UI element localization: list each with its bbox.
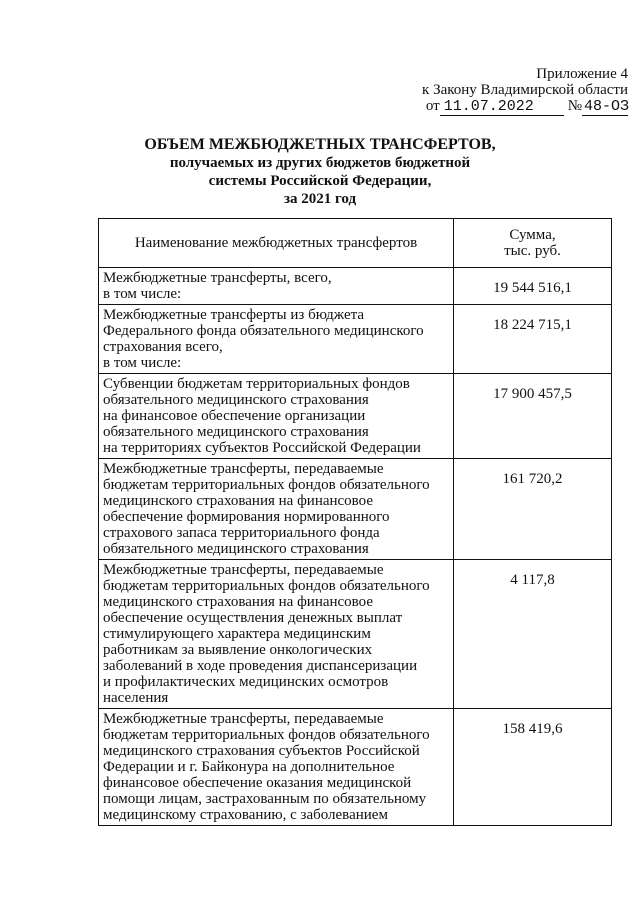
row-name-line: Межбюджетные трансферты, передаваемые — [103, 461, 384, 477]
row-sum: 4 117,8 — [454, 560, 612, 709]
row-name-line: Федерации и г. Байконура на дополнительное — [103, 759, 395, 775]
header-name: Наименование межбюджетных трансфертов — [99, 219, 454, 268]
row-name — [99, 305, 454, 374]
appendix-law-reference: к Закону Владимирской области — [422, 82, 628, 98]
header-sum-line1: Сумма, — [509, 227, 556, 243]
date-prefix: от — [425, 98, 440, 114]
header-sum — [454, 219, 612, 268]
row-sum: 158 419,6 — [454, 709, 612, 826]
row-name-line: работникам за выявление онкологических — [103, 642, 373, 658]
row-name-line: и профилактических медицинских осмотров — [103, 674, 389, 690]
table-row — [99, 560, 612, 709]
table-row — [99, 305, 612, 374]
law-date: 11.07.2022 — [440, 99, 564, 116]
row-name-line: обязательного медицинского страхования — [103, 541, 369, 557]
row-name — [99, 709, 454, 826]
title-line-3: системы Российской Федерации, — [208, 173, 432, 189]
row-name-line: бюджетам территориальных фондов обязательного — [103, 727, 430, 743]
appendix-header — [422, 66, 628, 116]
row-name — [99, 374, 454, 459]
row-name-line: на финансовое обеспечение организации — [103, 408, 366, 424]
row-name-line: в том числе: — [103, 286, 182, 302]
appendix-label: Приложение 4 — [536, 66, 628, 82]
appendix-date-number — [422, 98, 628, 116]
row-name-line: Межбюджетные трансферты из бюджета — [103, 307, 365, 323]
row-name-line: бюджетам территориальных фондов обязательного — [103, 578, 430, 594]
row-name-line: Межбюджетные трансферты, всего, — [103, 270, 332, 286]
table-row — [99, 709, 612, 826]
row-name-line: медицинского страхования на финансовое — [103, 493, 374, 509]
row-sum: 18 224 715,1 — [454, 305, 612, 374]
row-sum: 17 900 457,5 — [454, 374, 612, 459]
row-name-line: медицинского страхования субъектов Российской — [103, 743, 420, 759]
row-name-line: обязательного медицинского страхования — [103, 392, 369, 408]
row-name-line: страхового запаса территориального фонда — [103, 525, 380, 541]
row-name-line: населения — [103, 690, 169, 706]
row-name-line: Субвенции бюджетам территориальных фондов — [103, 376, 410, 392]
row-name-line: обеспечение формирования нормированного — [103, 509, 390, 525]
table-row — [99, 459, 612, 560]
row-name-line: в том числе: — [103, 355, 182, 371]
row-name-line: Межбюджетные трансферты, передаваемые — [103, 562, 384, 578]
title-line-1: ОБЪЕМ МЕЖБЮДЖЕТНЫХ ТРАНСФЕРТОВ, — [144, 136, 496, 153]
number-prefix: № — [567, 98, 582, 114]
row-name-line: медицинского страхования на финансовое — [103, 594, 374, 610]
law-number: 48-ОЗ — [584, 98, 630, 115]
row-name-line: медицинскому страхованию, с заболеванием — [103, 807, 388, 823]
row-name — [99, 268, 454, 305]
document-title — [0, 136, 640, 208]
table-body — [99, 268, 612, 826]
row-name-line: стимулирующего характера медицинским — [103, 626, 371, 642]
row-name-line: финансовое обеспечение оказания медицинской — [103, 775, 412, 791]
transfers-table — [98, 218, 612, 826]
row-name-line: Межбюджетные трансферты, передаваемые — [103, 711, 384, 727]
row-name-line: бюджетам территориальных фондов обязательного — [103, 477, 430, 493]
title-line-2: получаемых из других бюджетов бюджетной — [169, 155, 471, 171]
header-sum-line2: тыс. руб. — [504, 243, 561, 259]
row-name-line: страхования всего, — [103, 339, 223, 355]
row-name — [99, 560, 454, 709]
row-name-line: заболеваний в ходе проведения диспансеризации — [103, 658, 418, 674]
table-row — [99, 374, 612, 459]
row-name-line: Федерального фонда обязательного медицинского — [103, 323, 424, 339]
row-name — [99, 459, 454, 560]
row-name-line: на территориях субъектов Российской Федерации — [103, 440, 421, 456]
row-name-line: обязательного медицинского страхования — [103, 424, 369, 440]
title-line-4: за 2021 год — [283, 191, 357, 207]
row-name-line: помощи лицам, застрахованным по обязательному — [103, 791, 427, 807]
table-row — [99, 268, 612, 305]
row-sum: 19 544 516,1 — [454, 268, 612, 305]
table-header-row — [99, 219, 612, 268]
row-sum: 161 720,2 — [454, 459, 612, 560]
row-name-line: обеспечение осуществления денежных выплат — [103, 610, 403, 626]
